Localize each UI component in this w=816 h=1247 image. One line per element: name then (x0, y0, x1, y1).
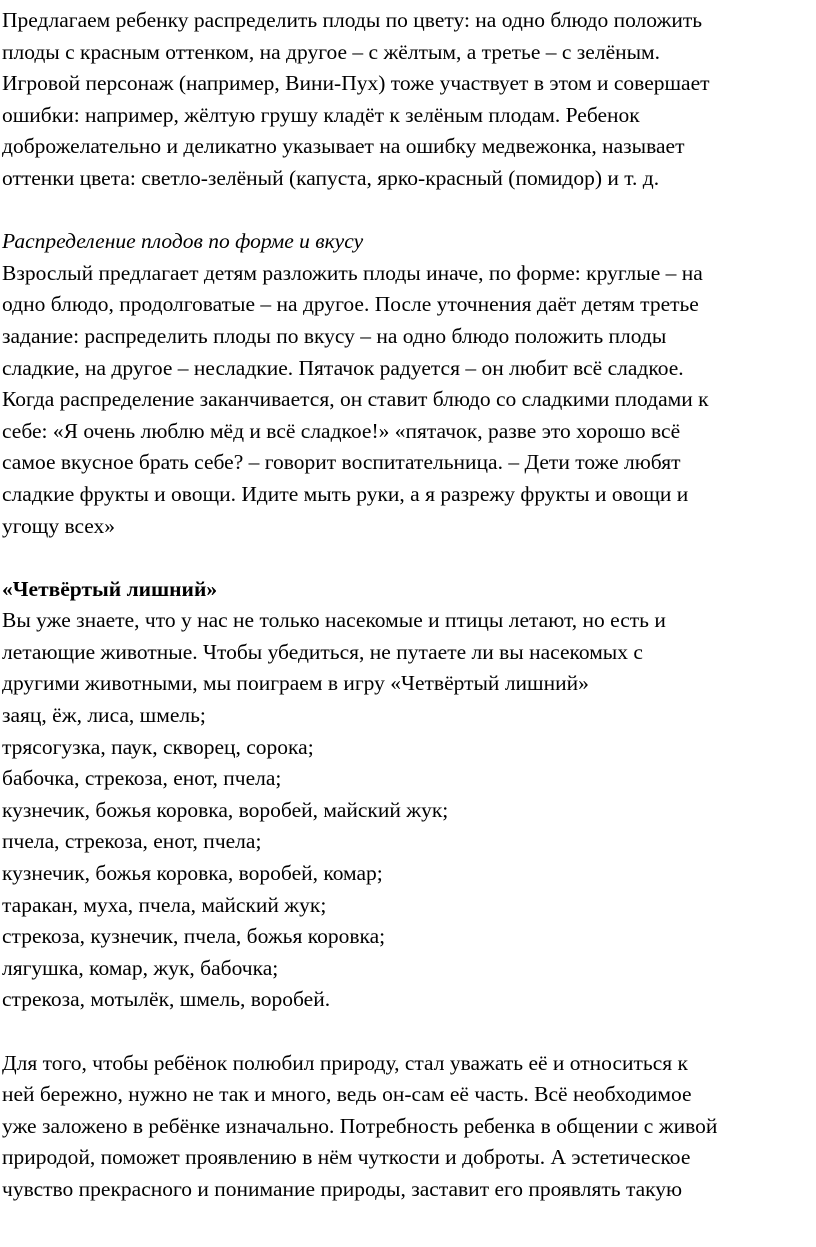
text-line: чувство прекрасного и понимание природы, заставит его проявлять такую (2, 1176, 683, 1201)
text-line: летающие животные. Чтобы убедиться, не путаете ли вы насекомых с (2, 639, 643, 664)
text-line: Когда распределение заканчивается, он ставит блюдо со сладкими плодами к (2, 387, 709, 412)
document-page (2, 5, 816, 1206)
blank-line (2, 1016, 816, 1048)
paragraph-color-sorting (2, 5, 816, 195)
text-line: себе: «Я очень люблю мёд и всё сладкое!» «пятачок, разве это хорошо всё (2, 418, 681, 443)
list-item: лягушка, комар, жук, бабочка; (2, 955, 279, 980)
text-line: Предлагаем ребенку распределить плоды по цвету: на одно блюдо положить (2, 8, 703, 32)
paragraph-shape-taste (2, 258, 816, 542)
list-item: таракан, муха, пчела, майский жук; (2, 892, 327, 917)
blank-line (2, 542, 816, 574)
text-line: другими животными, мы поиграем в игру «Четвёртый лишний» (2, 671, 589, 696)
section-heading-fourth-extra: «Четвёртый лишний» (2, 576, 218, 601)
text-line: уже заложено в ребёнке изначально. Потребность ребенка в общении с живой (2, 1113, 718, 1138)
text-line: ней бережно, нужно не так и много, ведь он-сам её часть. Всё необходимое (2, 1082, 692, 1107)
text-line: задание: распределить плоды по вкусу – на одно блюдо положить плоды (2, 323, 667, 348)
list-item: стрекоза, мотылёк, шмель, воробей. (2, 987, 331, 1012)
text-line: ошибки: например, жёлтую грушу кладёт к зелёным плодам. Ребенок (2, 102, 640, 127)
list-item: бабочка, стрекоза, енот, пчела; (2, 766, 282, 791)
text-line: самое вкусное брать себе? – говорит воспитательница. – Дети тоже любят (2, 450, 681, 475)
blank-line (2, 195, 816, 227)
list-item: кузнечик, божья коровка, воробей, комар; (2, 861, 383, 886)
text-line: оттенки цвета: светло-зелёный (капуста, ярко-красный (помидор) и т. д. (2, 165, 660, 190)
text-line: сладкие, на другое – несладкие. Пятачок радуется – он любит всё сладкое. (2, 355, 684, 380)
text-line: сладкие фрукты и овощи. Идите мыть руки, а я разрежу фрукты и овощи и (2, 481, 689, 506)
text-line: угощу всех» (2, 513, 116, 538)
text-line: плоды с красным оттенком, на другое – с жёлтым, а третье – с зелёным. (2, 39, 661, 64)
list-item: заяц, ёж, лиса, шмель; (2, 703, 206, 728)
text-line: Вы уже знаете, что у нас не только насекомые и птицы летают, но есть и (2, 608, 666, 633)
text-line: доброжелательно и деликатно указывает на ошибку медвежонка, называет (2, 134, 685, 159)
text-line: Взрослый предлагает детям разложить плоды иначе, по форме: круглые – на (2, 260, 703, 285)
text-line: природой, поможет проявлению в нём чуткости и доброты. А эстетическое (2, 1145, 691, 1170)
paragraph-game-intro (2, 605, 816, 700)
list-item: стрекоза, кузнечик, пчела, божья коровка; (2, 924, 386, 949)
word-list (2, 700, 816, 1016)
text-line: одно блюдо, продолговатые – на другое. После уточнения даёт детям третье (2, 292, 699, 317)
text-line: Для того, чтобы ребёнок полюбил природу, стал уважать её и относиться к (2, 1050, 688, 1075)
paragraph-love-of-nature (2, 1048, 816, 1206)
text-line: Игровой персонаж (например, Вини-Пух) тоже участвует в этом и совершает (2, 71, 710, 96)
section-heading-shape-taste: Распределение плодов по форме и вкусу (2, 229, 364, 254)
list-item: пчела, стрекоза, енот, пчела; (2, 829, 262, 854)
list-item: трясогузка, паук, скворец, сорока; (2, 734, 314, 759)
list-item: кузнечик, божья коровка, воробей, майский жук; (2, 797, 449, 822)
